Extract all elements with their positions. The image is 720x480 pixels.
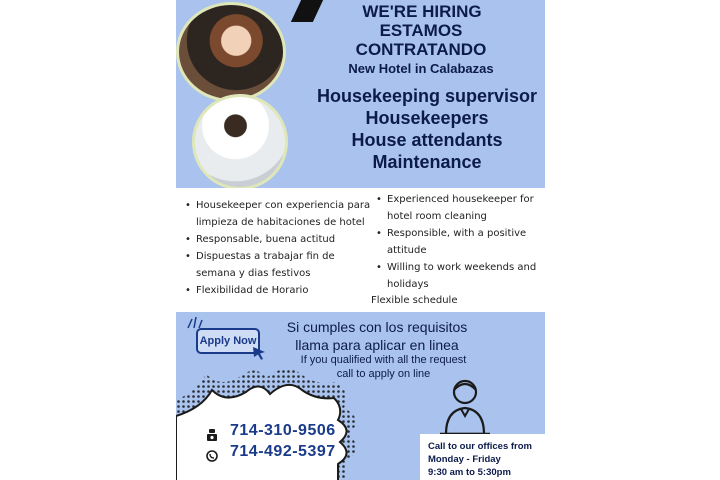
requirement-item: • Willing to work weekends and holidays <box>373 259 543 293</box>
hiring-title-es-line1: ESTAMOS <box>379 21 463 40</box>
position-title: Housekeeping supervisor <box>316 86 538 106</box>
apply-section <box>176 312 545 480</box>
position-title: Maintenance <box>372 152 482 172</box>
cursor-icon <box>252 346 266 360</box>
hiring-flyer <box>176 0 545 480</box>
requirement-flexible-schedule: Flexible schedule <box>371 295 458 306</box>
office-hours-line: Call to our offices from <box>428 441 532 452</box>
requirement-item: • Flexibilidad de Horario <box>182 282 372 299</box>
requirement-item: • Responsible, with a positive attitude <box>373 225 543 259</box>
cta-spanish-line1: Si cumples con los requisitos <box>286 319 468 335</box>
office-hours-line: Monday - Friday <box>428 454 501 465</box>
hotel-location: New Hotel in Calabazas <box>348 61 494 76</box>
receptionist-icon <box>440 376 490 436</box>
position-title: Housekeepers <box>365 108 489 128</box>
office-hours-line: 9:30 am to 5:30pm <box>428 467 511 478</box>
cta-english-line1: If you qualified with all the request <box>300 354 467 366</box>
cta-english-line2: call to apply on line <box>336 368 431 380</box>
requirement-item: • Experienced housekeeper for hotel room cleaning <box>373 191 543 225</box>
requirement-item: • Responsable, buena actitud <box>182 231 372 248</box>
hiring-title-en: WE'RE HIRING <box>362 2 482 21</box>
apply-now-button[interactable]: Apply Now <box>196 328 260 354</box>
telephone-icon <box>206 428 218 442</box>
requirements-spanish <box>182 197 372 299</box>
phone-number[interactable]: 714-492-5397 <box>230 443 336 460</box>
requirements-section <box>176 188 545 312</box>
housekeeper-photo <box>176 2 286 102</box>
cta-spanish-line2: llama para aplicar en linea <box>295 337 459 353</box>
requirement-item: • Housekeeper con experiencia para limpieza de habitaciones de hotel <box>182 197 372 231</box>
position-title: House attendants <box>351 130 503 150</box>
phone-number[interactable]: 714-310-9506 <box>230 422 336 439</box>
bed-making-photo <box>192 94 288 190</box>
whatsapp-icon <box>206 450 218 462</box>
decorative-stripe <box>291 0 323 22</box>
hiring-title-es-line2: CONTRATANDO <box>355 40 487 59</box>
hero-section <box>176 0 545 188</box>
requirement-item: • Dispuestas a trabajar fin de semana y dias festivos <box>182 248 372 282</box>
requirements-english <box>373 191 543 293</box>
